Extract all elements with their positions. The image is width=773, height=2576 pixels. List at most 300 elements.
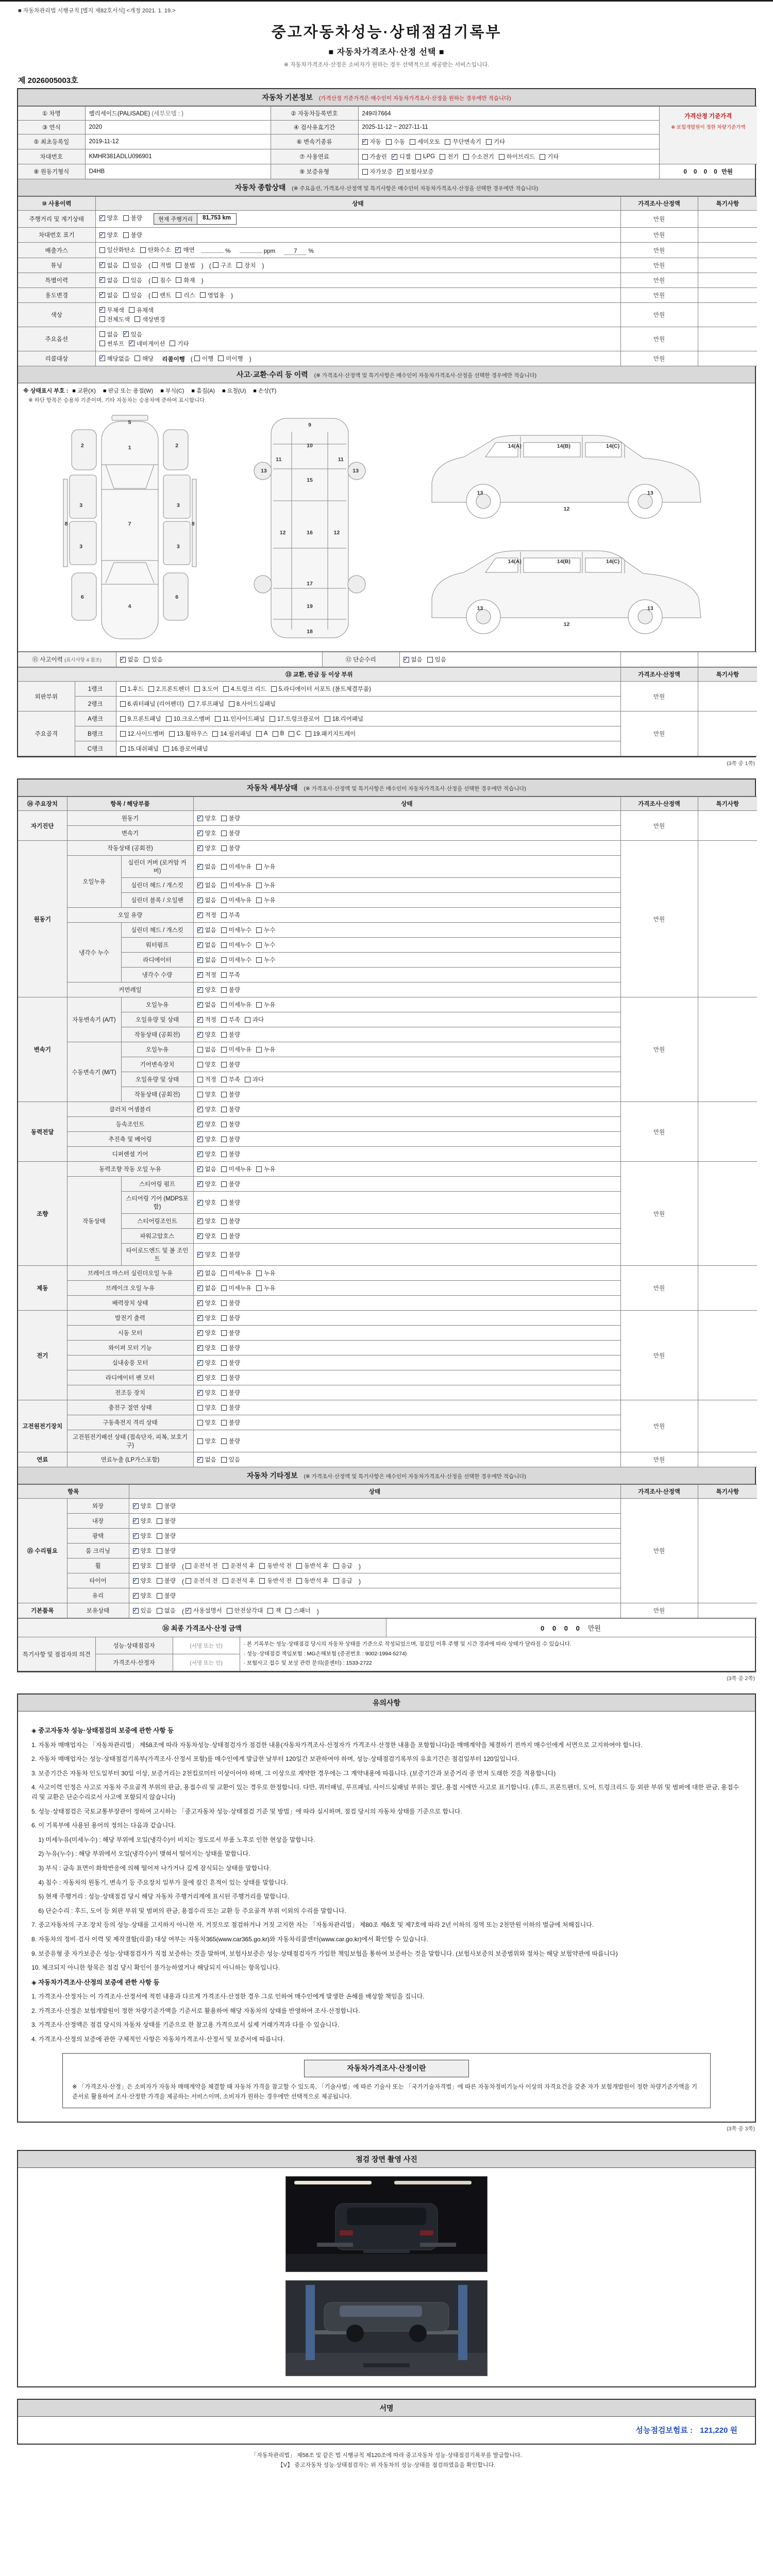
checkbox-있음[interactable]: [427, 655, 446, 664]
checkbox-있음[interactable]: [221, 1455, 240, 1464]
checkbox-양호[interactable]: [133, 1562, 152, 1570]
checkbox-양호[interactable]: [197, 829, 216, 837]
checkbox-누유[interactable]: [256, 1269, 275, 1277]
checkbox-렌트[interactable]: [152, 291, 171, 299]
checkbox-없음[interactable]: [99, 291, 119, 299]
checkbox-label: 불량: [228, 1345, 240, 1352]
checkbox-무단변속기[interactable]: [445, 138, 481, 146]
checkbox-리스[interactable]: [176, 291, 195, 299]
checkbox-누유[interactable]: [256, 1001, 275, 1009]
field-value-first-reg: 2019-11-12: [85, 134, 271, 149]
checkbox-적정[interactable]: [197, 1075, 216, 1083]
checkbox-label: 불량: [228, 987, 240, 994]
checkbox-양호[interactable]: [197, 1299, 216, 1307]
checkbox-기타[interactable]: [540, 152, 559, 161]
checkbox-부족[interactable]: [221, 1015, 240, 1024]
checkbox-label: 누유: [264, 1047, 276, 1054]
checkbox-불량[interactable]: [221, 1090, 240, 1098]
checkbox-양호[interactable]: [197, 1403, 216, 1412]
checkbox-불량[interactable]: [221, 1314, 240, 1322]
checkbox-8.사이드실패널[interactable]: [229, 700, 276, 708]
checkbox-불량[interactable]: [221, 844, 240, 852]
checkbox-불량[interactable]: [157, 1562, 176, 1570]
checkbox-16.플로어패널[interactable]: [163, 744, 208, 753]
checkbox-없음[interactable]: [120, 655, 139, 664]
checkbox-양호[interactable]: [133, 1517, 152, 1525]
checkbox-미세누수[interactable]: [221, 926, 251, 934]
checkbox-icon: [197, 1047, 203, 1053]
checkbox-양호[interactable]: [197, 1150, 216, 1158]
checkbox-불량[interactable]: [221, 1217, 240, 1225]
checkbox-icon: [221, 897, 227, 903]
checkbox-미세누유[interactable]: [221, 881, 251, 889]
checkbox-icon: [221, 1047, 227, 1053]
checkbox-적법[interactable]: [152, 261, 171, 269]
checkbox-불량[interactable]: [157, 1517, 176, 1525]
checkbox-누수[interactable]: [256, 926, 275, 934]
checkbox-양호[interactable]: [99, 231, 119, 239]
accident-bar: [18, 366, 755, 383]
checkbox-없음[interactable]: [197, 1165, 216, 1173]
checkbox-양호[interactable]: [197, 1232, 216, 1240]
checkbox-label: ( 렌트: [160, 292, 172, 299]
checkbox-미세누수[interactable]: [221, 941, 251, 949]
checkbox-icon: [362, 139, 368, 145]
checkbox-누유[interactable]: [256, 881, 275, 889]
checkbox-하이브리드[interactable]: [499, 152, 535, 161]
checkbox-B[interactable]: [273, 731, 284, 737]
checkbox-수소전기[interactable]: [463, 152, 494, 161]
checkbox-label: 가솔린: [369, 154, 387, 160]
field-text: 변속기종류: [303, 139, 332, 145]
checkbox-양호[interactable]: [197, 1359, 216, 1367]
checkbox-미세누유[interactable]: [221, 1269, 251, 1277]
state-checkgroup: [197, 1331, 245, 1337]
checkbox-미세누유[interactable]: [221, 862, 251, 871]
checkbox-적정[interactable]: [197, 971, 216, 979]
field-no: ⑦: [299, 154, 305, 160]
checkbox-불량[interactable]: [157, 1591, 176, 1600]
price-cell: 만원: [620, 1400, 698, 1452]
checkbox-불량[interactable]: [157, 1532, 176, 1540]
checkbox-없음[interactable]: [197, 926, 216, 934]
state-checkgroup: [197, 1421, 245, 1427]
checkbox-누유[interactable]: [256, 1165, 275, 1173]
checkbox-icon: [296, 1563, 302, 1569]
checkbox-불법[interactable]: [176, 261, 195, 269]
checkbox-불량[interactable]: [221, 1388, 240, 1397]
simple-repair-state: [399, 652, 620, 667]
checkbox-없음[interactable]: [197, 1455, 216, 1464]
checkbox-label: 양호: [140, 1578, 152, 1585]
checkbox-icon: [410, 139, 415, 145]
checkbox-없음[interactable]: [197, 881, 216, 889]
checkbox-누유[interactable]: [256, 1045, 275, 1054]
tire-position-group: [182, 1576, 361, 1585]
price-service-text: ※ 「가격조사·산정」은 소비자가 자동차 매매계약을 체결할 때 자동차 가격을 참고할 수 있도록, 「기술사법」에 따른 기술사 또는 「국가기술자격법」에 따른 자동차정비기능사 이상의 자격요건을 갖춘 자가 보험개발원이 정한 차량기준가액을 기준서로 활용하여 조사·산정한 가격을 제공하는 서비스이며, 소비자가 원하는 경우에만 선택적으로 제공됩니다.: [72, 2084, 697, 2100]
checkbox-10.크로스멤버[interactable]: [166, 715, 211, 723]
checkbox-label: 없음: [205, 1002, 216, 1009]
checkbox-불량[interactable]: [221, 1120, 240, 1128]
row-label-recall: 리콜대상: [18, 351, 95, 366]
checkbox-양호[interactable]: [197, 1250, 216, 1259]
checkbox-안전삼각대[interactable]: [227, 1606, 263, 1615]
checkbox-침수[interactable]: [152, 276, 171, 284]
checkbox-양호[interactable]: [197, 1090, 216, 1098]
col-state: 상태: [129, 1485, 620, 1499]
checkbox-적정[interactable]: [197, 1015, 216, 1024]
checkbox-없음[interactable]: [197, 956, 216, 964]
checkbox-양호[interactable]: [197, 844, 216, 852]
price-cell: 만원: [620, 1266, 698, 1311]
checkbox-썬루프[interactable]: [99, 340, 124, 348]
checkbox-불량[interactable]: [221, 1359, 240, 1367]
checkbox-불량[interactable]: [221, 1299, 240, 1307]
checkbox-불량[interactable]: [221, 1135, 240, 1143]
checkbox-가솔린[interactable]: [362, 152, 387, 161]
checkbox-icon: [157, 1548, 162, 1554]
checkbox-17.트렁크플로어[interactable]: [270, 715, 320, 723]
checkbox-미세누유[interactable]: [221, 896, 251, 904]
checkbox-불량[interactable]: [221, 1418, 240, 1427]
checkbox-스패너[interactable]: [285, 1606, 310, 1615]
checkbox-label: 양호: [205, 1375, 216, 1382]
checkbox-유채색[interactable]: [129, 306, 154, 314]
checkbox-label: 동반석 후: [304, 1563, 329, 1570]
checkbox-icon: [427, 657, 433, 663]
checkbox-자동[interactable]: [362, 138, 381, 146]
checkbox-불량[interactable]: [221, 1403, 240, 1412]
checkbox-누유[interactable]: [256, 1284, 275, 1292]
checkbox-label: 양호: [107, 215, 119, 222]
checkbox-18.리어패널[interactable]: [325, 715, 363, 723]
checkbox-기타[interactable]: [486, 138, 505, 146]
checkbox-icon: [221, 845, 227, 851]
checkbox-해당[interactable]: [135, 354, 154, 363]
checkbox-11.인사이드패널[interactable]: [215, 715, 265, 723]
checkbox-양호[interactable]: [133, 1577, 152, 1585]
notice-item: 3. 가격조사·산정액은 점검 당시의 자동차 상태를 기준으로 한 참고용 가격으로서 실제 거래가격과 다를 수 있습니다.: [31, 2021, 340, 2029]
checkbox-label: 미세누유: [228, 1047, 252, 1054]
checkbox-label: 불량: [228, 1330, 240, 1337]
notice-item: 2) 누유(누수) : 해당 부위에서 오일(냉각수)이 맺혀서 떨어지는 상태를 말합니다.: [31, 1850, 250, 1858]
checkbox-14.필러패널[interactable]: [212, 730, 251, 738]
checkbox-label: 전기: [447, 154, 459, 160]
checkbox-12.사이드멤버[interactable]: [120, 730, 165, 738]
checkbox-icon: [166, 716, 172, 722]
checkbox-label: 미세누유: [228, 883, 252, 889]
checkbox-icon: [221, 1438, 227, 1444]
panel-number: 12: [563, 621, 570, 628]
checkbox-있음[interactable]: [123, 291, 142, 299]
checkbox-응급[interactable]: [333, 1562, 352, 1570]
checkbox-양호[interactable]: [133, 1591, 152, 1600]
checkbox-없음[interactable]: [99, 330, 119, 338]
item-state: [193, 953, 620, 968]
group-steering: 조향: [18, 1162, 67, 1266]
checkbox-동반석 후[interactable]: [296, 1577, 329, 1585]
checkbox-없음[interactable]: [197, 862, 216, 871]
checkbox-불량[interactable]: [221, 1437, 240, 1445]
checkbox-불량[interactable]: [123, 231, 142, 239]
checkbox-부족[interactable]: [221, 1075, 240, 1083]
checkbox-19.패키지트레이[interactable]: [306, 730, 356, 738]
checkbox-label: 8.사이드실패널: [236, 701, 276, 708]
checkbox-네비게이션[interactable]: [129, 340, 165, 348]
checkbox-불량[interactable]: [221, 829, 240, 837]
panel-number: 13: [261, 467, 267, 474]
checkbox-디젤[interactable]: [392, 152, 411, 161]
checkbox-있음[interactable]: [123, 261, 142, 269]
checkbox-불량[interactable]: [123, 214, 142, 222]
checkbox-양호[interactable]: [197, 1388, 216, 1397]
state-checkgroup: [133, 1504, 180, 1511]
checkbox-label: 누유: [264, 1270, 276, 1277]
checkbox-누수[interactable]: [256, 941, 275, 949]
checkbox-불량[interactable]: [221, 1344, 240, 1352]
simple-repair-checkgroup: [404, 658, 451, 664]
checkbox-미세누유[interactable]: [221, 1001, 251, 1009]
checkbox-미세누유[interactable]: [221, 1165, 251, 1173]
checkbox-세미오토[interactable]: [410, 138, 440, 146]
checkbox-양호[interactable]: [197, 1180, 216, 1188]
checkbox-미세누수[interactable]: [221, 956, 251, 964]
checkbox-불량[interactable]: [221, 1105, 240, 1113]
checkbox-장치[interactable]: [237, 261, 256, 269]
checkbox-양호[interactable]: [133, 1532, 152, 1540]
checkbox-icon: [197, 942, 203, 948]
checkbox-label: 불량: [228, 1315, 240, 1322]
final-price-unit: 만원: [587, 1624, 601, 1633]
checkbox-없음[interactable]: [197, 1269, 216, 1277]
checkbox-양호[interactable]: [197, 1314, 216, 1322]
checkbox-수동[interactable]: [386, 138, 405, 146]
car-diagram-sides: [423, 420, 711, 636]
checkbox-양호[interactable]: [99, 214, 119, 222]
checkbox-불량[interactable]: [221, 1232, 240, 1240]
price-standard-box: [659, 107, 757, 164]
checkbox-양호[interactable]: [197, 1135, 216, 1143]
inspection-photo-1: [285, 2176, 488, 2272]
checkbox-icon: [157, 1608, 162, 1614]
checkbox-불량[interactable]: [221, 1329, 240, 1337]
checkbox-구조[interactable]: [213, 261, 232, 269]
checkbox-색상변경[interactable]: [135, 315, 165, 324]
notice-item: 9. 보증유형 중 자가보증은 성능·상태점검자가 직접 보증하는 것을 말하며, 보험사보증은 성능·상태점검자가 가입한 책임보험을 통하여 보증하는 것을 말합니다. (보험사보증의 보증범위와 절차는 해당 보험약관에 따릅니다): [31, 1950, 618, 1957]
checkbox-화재[interactable]: [176, 276, 195, 284]
note-cell: [698, 652, 757, 667]
checkbox-2.프론트펜더[interactable]: [148, 685, 190, 693]
checkbox-매연[interactable]: [175, 246, 194, 254]
checkbox-양호[interactable]: [197, 1060, 216, 1069]
checkbox-icon: [148, 686, 154, 692]
checkbox-전기[interactable]: [440, 152, 459, 161]
checkbox-탄화수소[interactable]: [140, 246, 171, 254]
checkbox-이행[interactable]: [194, 354, 213, 363]
checkbox-미이행[interactable]: [218, 354, 243, 363]
checkbox-있음[interactable]: [123, 330, 142, 338]
checkbox-해당없음[interactable]: [99, 354, 130, 363]
color-change-checkgroup: [99, 317, 170, 324]
checkbox-label: 있음: [228, 1457, 240, 1464]
field-no: ⑤: [33, 139, 39, 145]
checkbox-icon: [200, 292, 206, 298]
checkbox-동반석 전[interactable]: [259, 1577, 292, 1585]
checkbox-label: 미세누수: [228, 957, 252, 964]
checkbox-부족[interactable]: [221, 971, 240, 979]
checkbox-LPG[interactable]: [415, 154, 435, 160]
checkbox-양호[interactable]: [197, 814, 216, 822]
checkbox-5.라디에이터 서포트 (볼트체결부품)[interactable]: [271, 685, 371, 693]
checkbox-없음[interactable]: [197, 941, 216, 949]
checkbox-동반석 후[interactable]: [296, 1562, 329, 1570]
checkbox-없음[interactable]: [99, 276, 119, 284]
checkbox-운전석 전[interactable]: [186, 1577, 218, 1585]
checkbox-label: 없음: [127, 657, 139, 664]
checkbox-label: 양호: [140, 1533, 152, 1540]
checkbox-label: 양호: [205, 1390, 216, 1397]
checkbox-label: 무채색: [107, 307, 124, 314]
checkbox-양호[interactable]: [133, 1502, 152, 1510]
checkbox-불량[interactable]: [221, 1180, 240, 1188]
checkbox-운전석 후[interactable]: [223, 1562, 255, 1570]
checkbox-15.대쉬패널[interactable]: [120, 744, 159, 753]
item-label: 스티어링 기어 (MDPS포함): [121, 1192, 193, 1214]
checkbox-누유[interactable]: [256, 896, 275, 904]
checkbox-운전석 후[interactable]: [223, 1577, 255, 1585]
checkbox-icon: [197, 912, 203, 918]
detail-bar: [18, 779, 755, 796]
checkbox-label: 일산화탄소: [107, 247, 136, 254]
checkbox-불량[interactable]: [157, 1577, 176, 1585]
panel-number: 13: [352, 467, 359, 474]
checkbox-불량[interactable]: [157, 1547, 176, 1555]
checkbox-A[interactable]: [256, 731, 268, 737]
checkbox-전체도색[interactable]: [99, 315, 130, 324]
checkbox-양호[interactable]: [133, 1547, 152, 1555]
inspector-opinion-table: [18, 1637, 757, 1671]
checkbox-없음[interactable]: [197, 896, 216, 904]
checkbox-양호[interactable]: [197, 1120, 216, 1128]
price-cell: 만원: [620, 228, 698, 243]
checkbox-과다[interactable]: [245, 1075, 264, 1083]
item-state: [193, 1311, 620, 1326]
checkbox-3.도어[interactable]: [194, 685, 219, 693]
checkbox-icon: [229, 701, 234, 707]
checkbox-적정[interactable]: [197, 911, 216, 919]
checkbox-불량[interactable]: [221, 1374, 240, 1382]
checkbox-불량[interactable]: [221, 1150, 240, 1158]
checkbox-미세누유[interactable]: [221, 1045, 251, 1054]
checkbox-icon: [221, 1360, 227, 1366]
checkbox-있음[interactable]: [133, 1606, 152, 1615]
checkbox-있음[interactable]: [123, 276, 142, 284]
field-no: ⑨: [299, 169, 305, 175]
checkbox-없음[interactable]: [197, 1001, 216, 1009]
checkbox-icon: [221, 927, 227, 933]
checkbox-없음[interactable]: [99, 261, 119, 269]
checkbox-기타[interactable]: [170, 340, 189, 348]
checkbox-미세누유[interactable]: [221, 1284, 251, 1292]
checkbox-icon: [157, 1593, 162, 1599]
note-cell: [698, 711, 757, 756]
checkbox-icon: [135, 316, 140, 322]
col-price: 가격조사·산정액: [620, 197, 698, 211]
checkbox-사용설명서[interactable]: [186, 1606, 222, 1615]
checkbox-응급[interactable]: [333, 1577, 352, 1585]
state-checkgroup: [197, 973, 245, 979]
checkbox-없음[interactable]: [197, 1284, 216, 1292]
price-cell: 만원: [620, 1499, 698, 1603]
checkbox-일산화탄소[interactable]: [99, 246, 136, 254]
checkbox-C[interactable]: [289, 731, 300, 737]
checkbox-양호[interactable]: [197, 1374, 216, 1382]
checkbox-없음[interactable]: [404, 655, 423, 664]
checkbox-무채색[interactable]: [99, 306, 124, 314]
checkbox-과다[interactable]: [245, 1015, 264, 1024]
checkbox-운전석 전[interactable]: [186, 1562, 218, 1570]
checkbox-불량[interactable]: [157, 1502, 176, 1510]
checkbox-4.트렁크 리드[interactable]: [223, 685, 266, 693]
checkbox-자가보증[interactable]: [362, 167, 393, 176]
checkbox-보험사보증[interactable]: [397, 167, 434, 176]
checkbox-있음[interactable]: [144, 655, 163, 664]
checkbox-icon: [221, 1151, 227, 1157]
checkbox-불량[interactable]: [221, 1060, 240, 1069]
checkbox-7.루프패널[interactable]: [189, 700, 224, 708]
checkbox-잭[interactable]: [267, 1606, 281, 1615]
checkbox-13.휠하우스[interactable]: [169, 730, 208, 738]
checkbox-불량[interactable]: [221, 1030, 240, 1039]
checkbox-양호[interactable]: [197, 1437, 216, 1445]
item-state: [193, 1229, 620, 1244]
field-no: ①: [42, 111, 48, 117]
checkbox-9.프론트패널[interactable]: [120, 715, 161, 723]
checkbox-양호[interactable]: [197, 1030, 216, 1039]
notice-item: 5) 현재 주행거리 : 성능·상태점검 당시 해당 자동차 주행거리계에 표시된 주행거리를 말합니다.: [31, 1893, 290, 1901]
checkbox-icon: [157, 1503, 162, 1509]
checkbox-양호[interactable]: [197, 1329, 216, 1337]
checkbox-icon: [221, 1077, 227, 1082]
checkbox-없음[interactable]: [197, 1045, 216, 1054]
checkbox-양호[interactable]: [197, 1217, 216, 1225]
item-state: [193, 1266, 620, 1281]
checkbox-불량[interactable]: [221, 814, 240, 822]
checkbox-불량[interactable]: [221, 986, 240, 994]
checkbox-icon: [123, 292, 129, 298]
checkbox-누유[interactable]: [256, 862, 275, 871]
checkbox-1.후드[interactable]: [120, 685, 144, 693]
checkbox-icon: [194, 355, 200, 361]
basic-items-group: [182, 1606, 319, 1615]
checkbox-양호[interactable]: [197, 1198, 216, 1207]
field-text: 차명: [49, 111, 61, 117]
checkbox-누수[interactable]: [256, 956, 275, 964]
checkbox-icon: [99, 355, 105, 361]
checkbox-동반석 전[interactable]: [259, 1562, 292, 1570]
checkbox-없음[interactable]: [157, 1606, 176, 1615]
checkbox-6.쿼터패널 (리어펜더)[interactable]: [120, 700, 184, 708]
checkbox-양호[interactable]: [197, 1418, 216, 1427]
checkbox-영업용[interactable]: [200, 291, 225, 299]
checkbox-양호[interactable]: [197, 1344, 216, 1352]
checkbox-양호[interactable]: [197, 986, 216, 994]
group-engine: 원동기: [18, 841, 67, 997]
checkbox-불량[interactable]: [221, 1250, 240, 1259]
checkbox-불량[interactable]: [221, 1198, 240, 1207]
checkbox-부족[interactable]: [221, 911, 240, 919]
checkbox-양호[interactable]: [197, 1105, 216, 1113]
